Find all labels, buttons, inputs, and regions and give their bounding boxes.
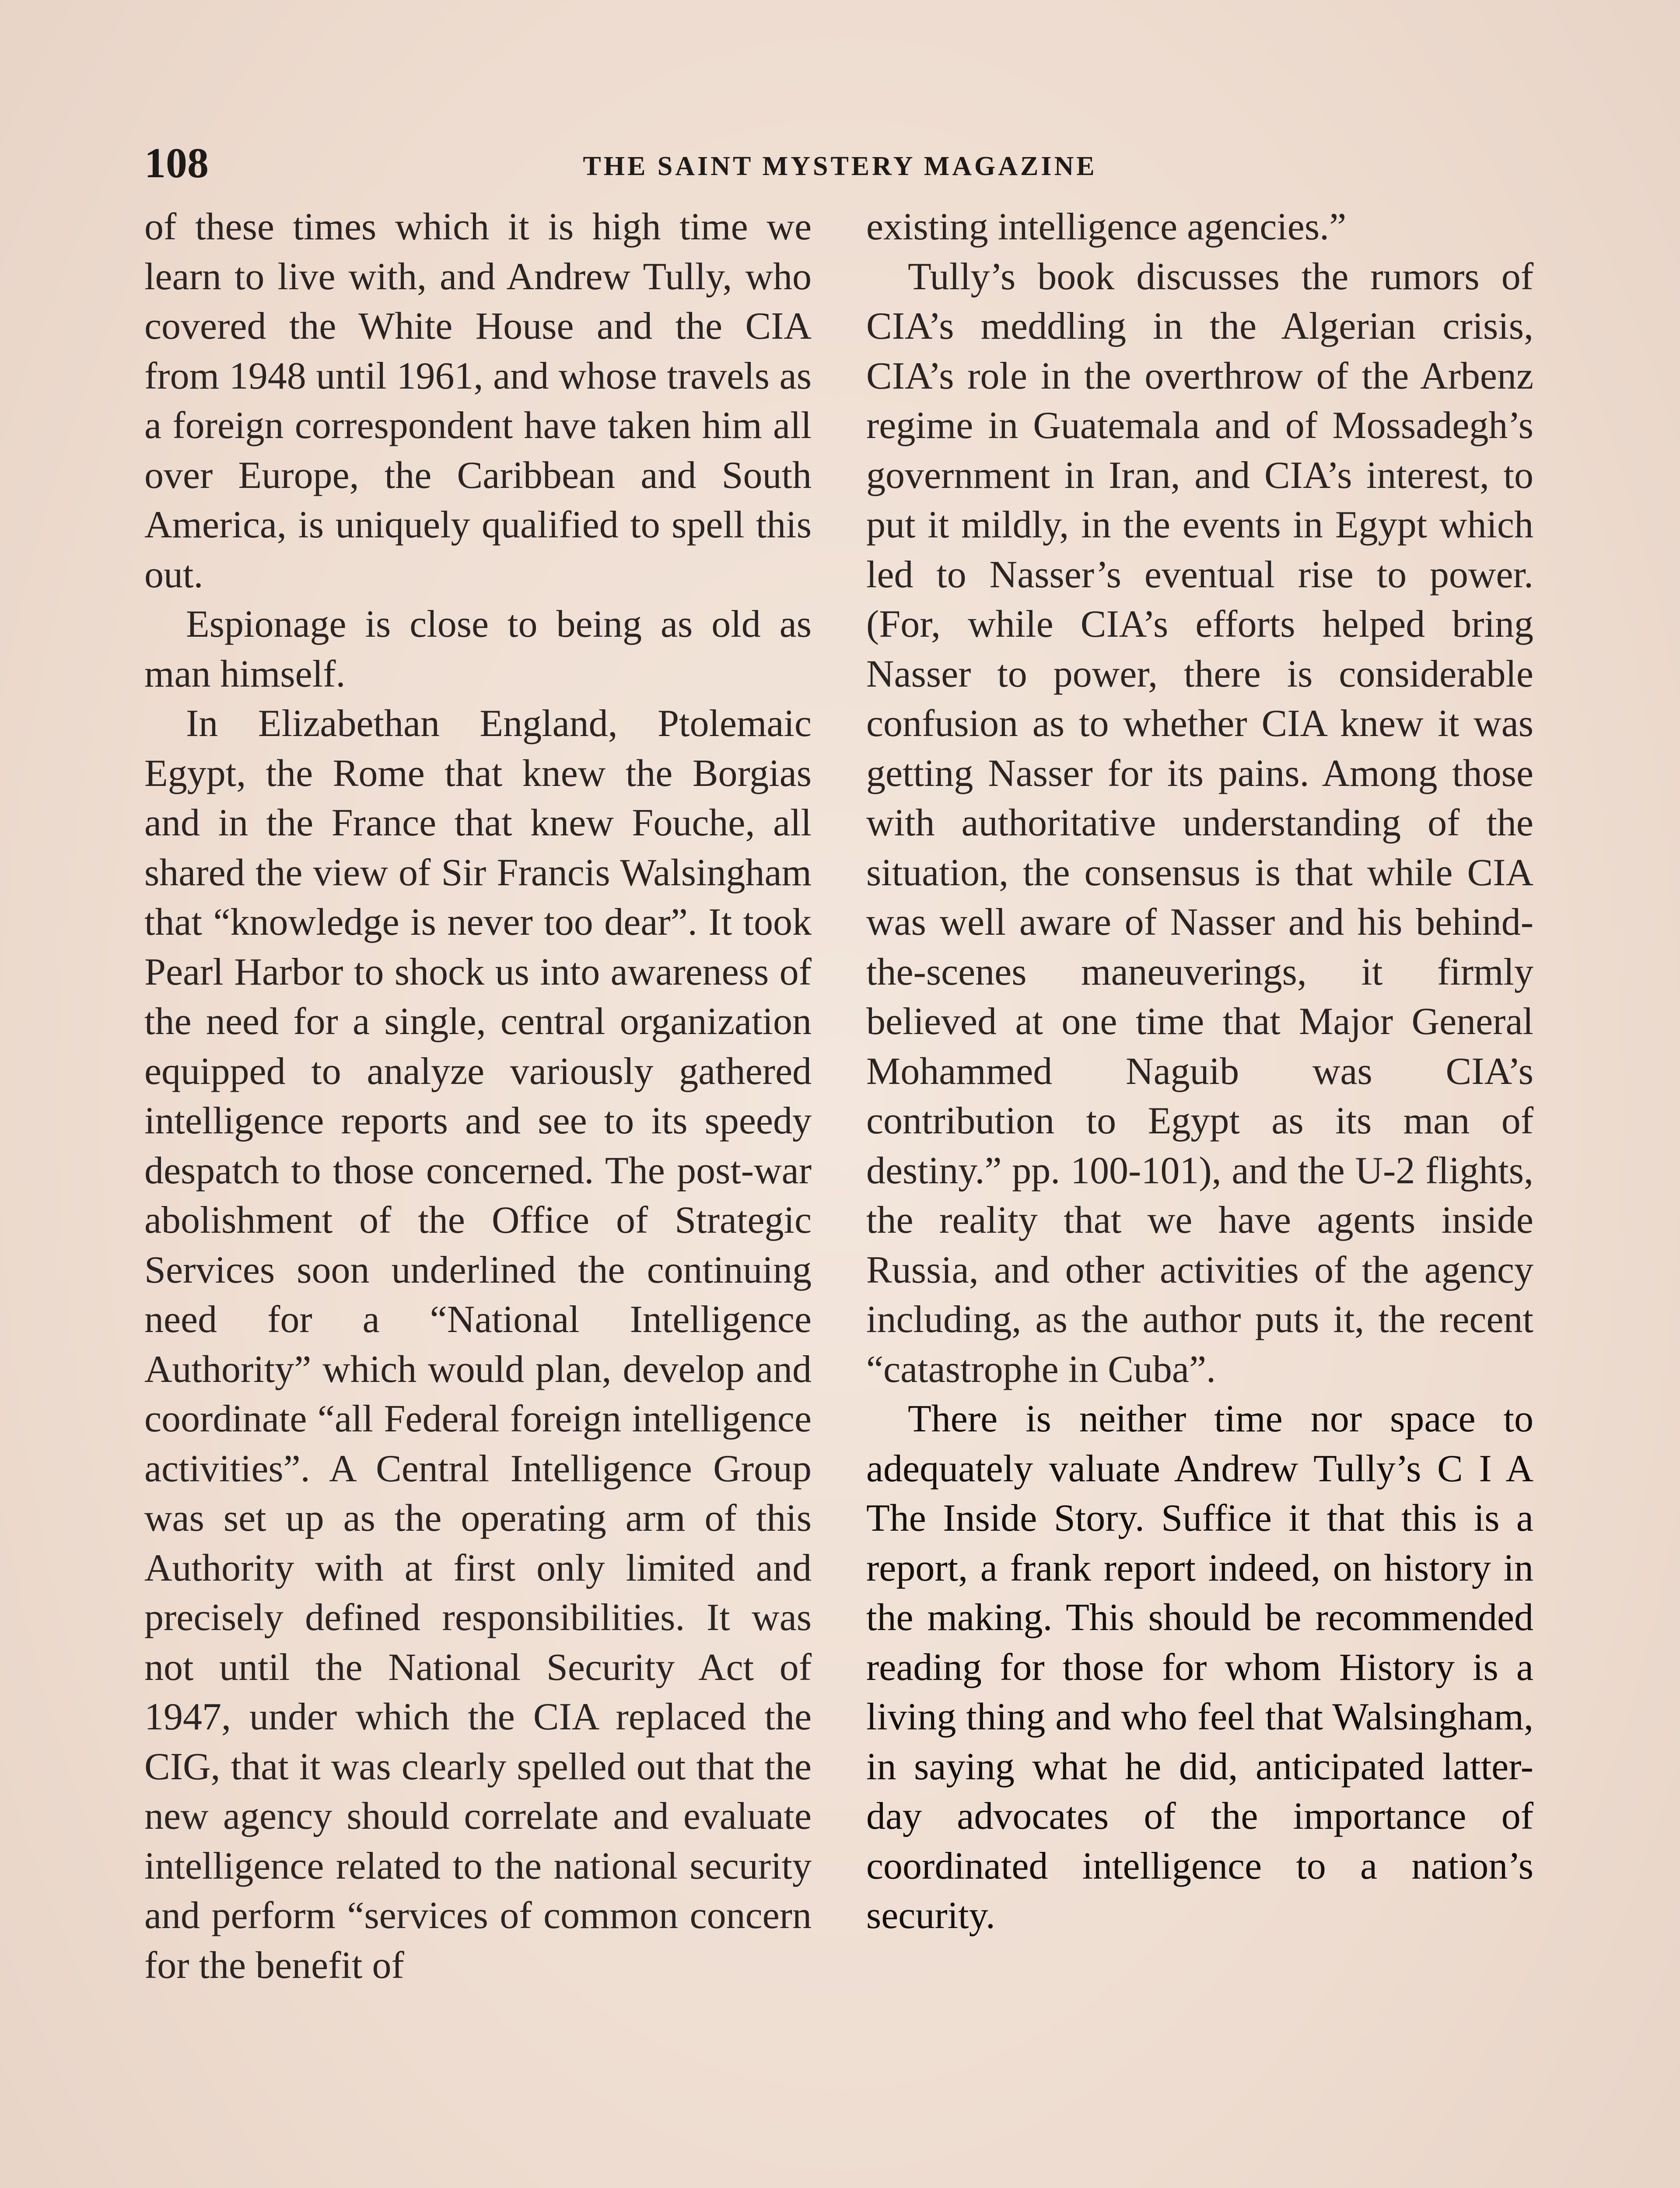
- right-text-column: [866, 202, 1533, 1941]
- page-number: 108: [144, 140, 209, 187]
- running-title: THE SAINT MYSTERY MAGAZINE: [583, 151, 1097, 181]
- paragraph: Tully’s book discusses the rumors of CIA’s meddling in the Algerian crisis, CIA’s role in the overthrow of the Arbenz regime in Guatemala and of Mossadegh’s government in Iran, and CIA’s interest, to put it mildly, in the events in Egypt which led to Nasser’s eventual rise to power. (For, while CIA’s efforts helped bring Nasser to power, there is considerable confusion as to whether CIA knew it was getting Nasser for its pains. Among those with authoritative understanding of the situation, the consensus is that while CIA was well aware of Nasser and his behind-the-scenes maneuverings, it firmly believed at one time that Major General Mohammed Naguib was CIA’s contribution to Egypt as its man of destiny.” pp. 100-101), and the U-2 flights, the reality that we have agents inside Russia, and other activities of the agency including, as the author puts it, the recent “catastrophe in Cuba”.: [866, 255, 1533, 1391]
- paragraph-continued: of these times which it is high time we learn to live with, and Andrew Tully, who covered the White House and the CIA from 1948 until 1961, and whose travels as a foreign correspondent have taken him all over Europe, the Caribbean and South America, is uniquely qualified to spell this out.: [144, 206, 812, 596]
- paragraph: In Elizabethan England, Ptolemaic Egypt, the Rome that knew the Borgias and in the France that knew Fouche, all shared the view of Sir Francis Walsingham that “knowledge is never too dear”. It took Pearl Harbor to shock us into awareness of the need for a single, central organization equipped to analyze variously gathered intelligence reports and see to its speedy despatch to those concerned. The post-war abolishment of the Office of Strategic Services soon underlined the continuing need for a “National Intelligence Authority” which would plan, develop and coordinate “all Federal foreign intelligence activities”. A Central Intelligence Group was set up as the operating arm of this Authority with at first only limited and precisely defined responsibilities. It was not until the National Security Act of 1947, under which the CIA replaced the CIG, that it was clearly spelled out that the new agency should correlate and evaluate intelligence related to the national security and perform “services of common concern for the benefit of: [144, 702, 812, 1987]
- paragraph-continued: existing intelligence agencies.”: [866, 206, 1347, 248]
- paragraph: Espionage is close to being as old as man himself.: [144, 603, 812, 695]
- page-header: [144, 139, 1536, 187]
- paragraph: There is neither time nor space to adequately valuate Andrew Tully’s C I A The Inside Story. Suffice it that this is a report, a frank report indeed, on history in the making. This should be recommended reading for those for whom History is a living thing and who feel that Walsingham, in saying what he did, anticipated latter-day advocates of the importance of coordinated intelligence to a nation’s security.: [866, 1398, 1533, 1937]
- left-text-column: [144, 202, 812, 1990]
